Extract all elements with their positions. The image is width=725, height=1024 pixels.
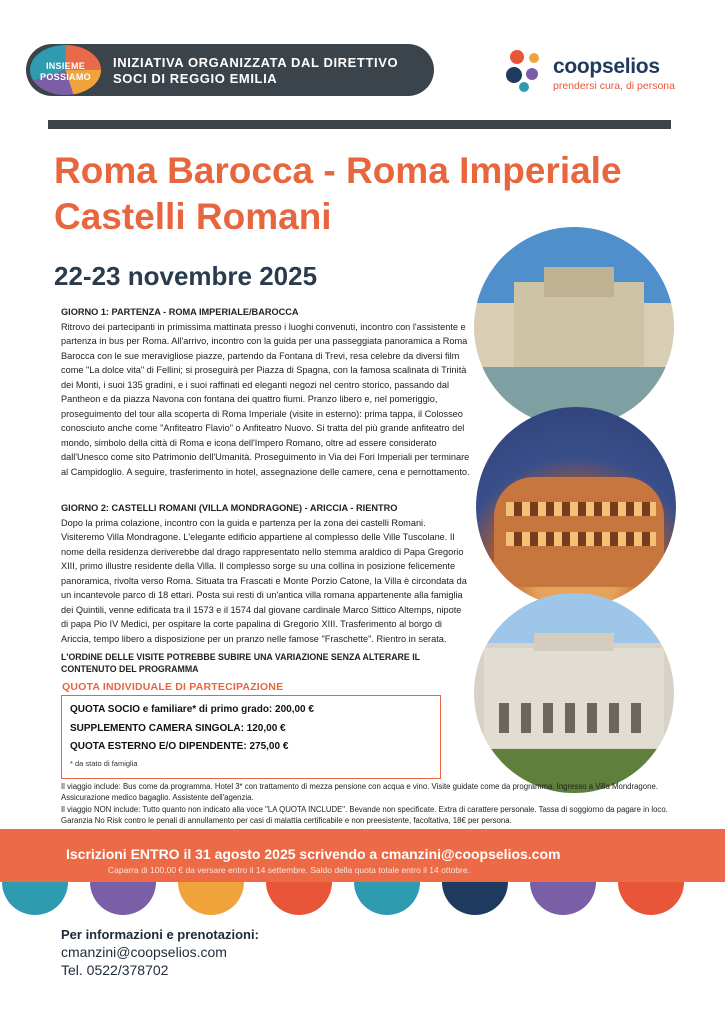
excludes-text: Il viaggio NON include: Tutto quanto non indicato alla voce "LA QUOTA INCLUDE". Bevande non specificate. Extra di carattere personale. Tassa di soggiorno da pagare in loco. Garanzia No Risk contro le penali di annullamento per casi di malattia certificabile e non preesistente, facoltativa, 18€ per persona. [61,804,668,825]
villa-mondragone-photo [474,593,674,793]
header-divider [48,120,671,129]
half-circle [354,882,420,915]
contact-title: Per informazioni e prenotazioni: [61,927,259,942]
quota-title: QUOTA INDIVIDUALE DI PARTECIPAZIONE [62,681,284,693]
half-circle [178,882,244,915]
trip-info [61,781,671,826]
day-2-heading: GIORNO 2: CASTELLI ROMANI (VILLA MONDRAGONE) - ARICCIA - RIENTRO [61,503,398,513]
insieme-possiamo-badge [30,45,101,95]
colosseum-photo [476,407,676,607]
badge-line-2: POSSIAMO [40,72,91,82]
page-title-line-1: Roma Barocca - Roma Imperiale [54,150,622,191]
contact-email[interactable]: cmanzini@coopselios.com [61,944,227,960]
coopselios-logo-icon [503,48,549,94]
quota-socio: QUOTA SOCIO e familiare* di primo grado: 200,00 € [70,704,314,715]
quota-box [61,695,441,779]
day-1-heading: GIORNO 1: PARTENZA - ROMA IMPERIALE/BAROCCA [61,307,299,317]
half-circle [2,882,68,915]
half-circle [442,882,508,915]
badge-line-1: INSIEME [45,61,86,71]
quota-esterno: QUOTA ESTERNO E/O DIPENDENTE: 275,00 € [70,741,289,752]
initiative-line-2: SOCI DI REGGIO EMILIA [113,71,278,86]
initiative-line-1: INIZIATIVA ORGANIZZATA DAL DIRETTIVO [113,55,399,70]
supplemento-singola: SUPPLEMENTO CAMERA SINGOLA: 120,00 € [70,723,286,734]
includes-text: Il viaggio include: Bus come da programma. Hotel 3* con trattamento di mezza pensione con acqua e vino. Visite guidate come da programma. Ingresso a Villa Mondragone. Assicurazione medico bagaglio. Assistente dell'agenzia. [61,782,658,803]
event-date: 22-23 novembre 2025 [54,261,318,291]
half-circle [530,882,596,915]
initiative-text [113,55,433,87]
day-1-section [61,305,471,479]
logo-tagline: prendersi cura, di persona [553,80,675,92]
half-circle [618,882,684,915]
payment-terms: Caparra di 100,00 € da versare entro il 14 settembre. Saldo della quota totale entro il 14 ottobre. [108,865,470,875]
half-circle [266,882,332,915]
quota-footnote: * da stato di famiglia [70,759,138,768]
page-title-line-2: Castelli Romani [54,196,332,237]
day-2-section [61,501,471,646]
trevi-fountain-photo [474,227,674,427]
registration-deadline: Iscrizioni ENTRO il 31 agosto 2025 scrivendo a cmanzini@coopselios.com [66,846,561,862]
logo-name: coopselios [553,55,660,78]
variation-note: L'ORDINE DELLE VISITE POTREBBE SUBIRE UNA VARIAZIONE SENZA ALTERARE IL CONTENUTO DEL PROGRAMMA [61,652,420,674]
day-2-text: Dopo la prima colazione, incontro con la guida e partenza per la zona dei castelli Romani. Visiteremo Villa Mondragone. L'elegante edificio appartiene al complesso delle Ville Tuscolane. Il nome della residenza deriverebbe dal drago rappresentato nello stemma araldico di Papa Gregorio XIII, primo illustre residente della Villa. Il complesso sorge su una collina in posizione felicemente panoramica, rivolta verso Roma. Situata tra Frascati e Monte Porzio Catone, la Villa è circondata da un incantevole parco di 18 ettari. Posta sui resti di un'antica villa romana appartenente alla famiglia dei Quintili, venne edificata tra il 1573 e il 1574 dal giovane cardinale Marco Sittico Altemps, nipote di papa Pio IV Medici, per ospitare la corte papalina di Gregorio XIII. Trasferimento al borgo di Ariccia, tempo libero a disposizione per un pranzo nelle famose "Fraschette". Rientro in serata. [61,517,467,644]
day-1-text: Ritrovo dei partecipanti in primissima mattinata presso i luoghi convenuti, incontro con l'assistente e partenza in bus per Roma. All'arrivo, incontro con la guida per una passeggiata panoramica a Roma Barocca con le sue meravigliose piazze, partendo da Fontana di Trevi, resa celebre da diversi film come "La dolce vita" di Fellini; si proseguirà per Piazza di Spagna, con la famosa scalinata di Trinità dei Monti, i suoi 135 gradini, e i suoi raffinati ed eleganti negozi nel centro storico, passando dal Pantheon e da piazza Navona con fontana dei quattro fiumi. Pranzo libero e, nel pomeriggio, proseguimento del tour alla scoperta di Roma Imperiale (visite in esterno): prima tappa, il Colosseo conosciuto anche come "Anfiteatro Flavio" o Anfiteatro Nuovo. Si tratta del più grande anfiteatro del mondo, simbolo della città di Roma e icona dell'Impero Romano, oltre ad essere considerato dall'Unesco come sito Patrimonio dell'Umanità. Proseguimento in Via dei Fori Imperiali per terminare al Campidoglio. A seguire, trasferimento in hotel, assegnazione delle camere, cena e pernottamento. [61,321,470,477]
half-circle [90,882,156,915]
contact-phone[interactable]: Tel. 0522/378702 [61,962,169,978]
